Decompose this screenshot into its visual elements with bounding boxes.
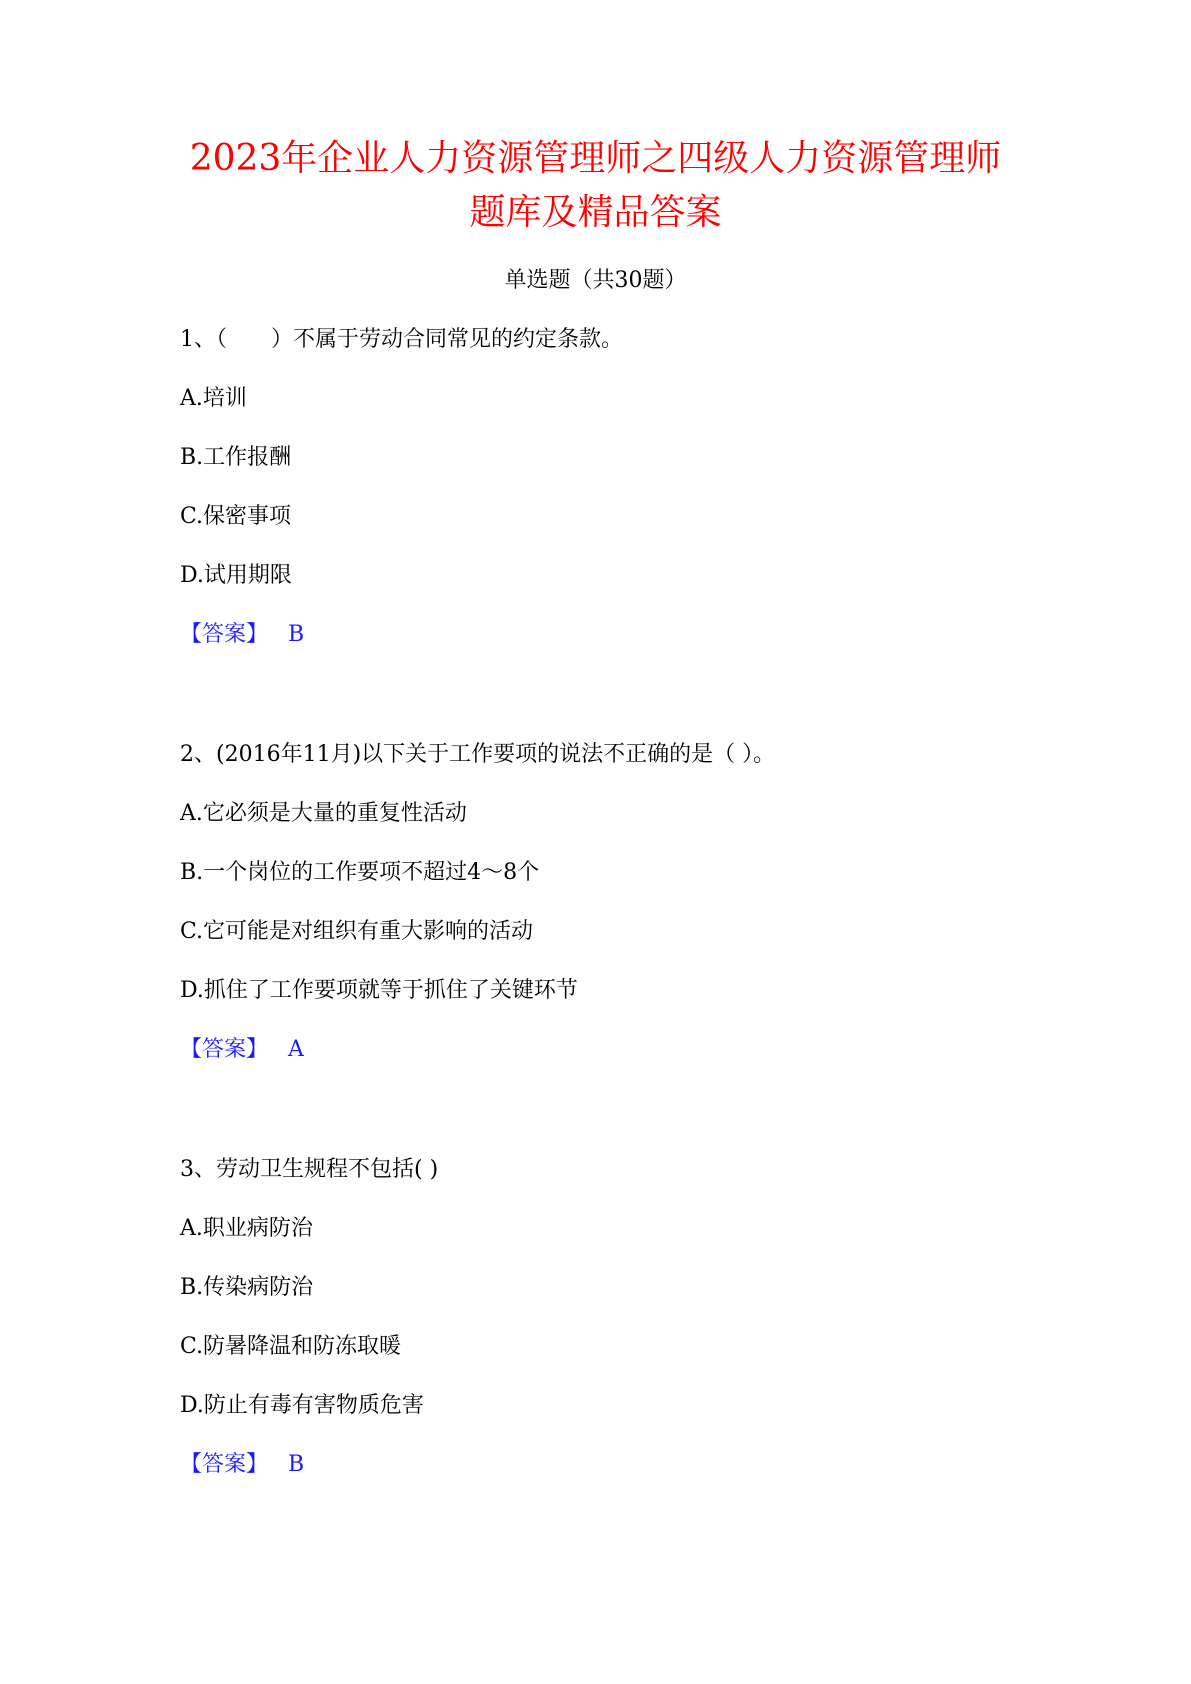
question-3-option-a: A.职业病防治 — [180, 1216, 313, 1241]
answer-label: 【答案】 — [180, 1037, 269, 1062]
question-1-option-d: D.试用期限 — [180, 563, 292, 588]
section-heading: 单选题（共30题） — [504, 268, 687, 293]
question-3-stem: 3、劳动卫生规程不包括( ) — [180, 1157, 439, 1182]
answer-label: 【答案】 — [180, 1452, 269, 1477]
question-3-answer — [180, 1450, 304, 1480]
question-1-option-b: B.工作报酬 — [180, 445, 292, 470]
question-3-option-b: B.传染病防治 — [180, 1275, 314, 1300]
answer-label: 【答案】 — [180, 622, 269, 647]
question-3-option-c: C.防暑降温和防冻取暖 — [180, 1334, 402, 1359]
question-1-stem: 1、（ ）不属于劳动合同常见的约定条款。 — [180, 327, 623, 352]
question-3-option-d: D.防止有毒有害物质危害 — [180, 1393, 424, 1418]
question-2-option-d: D.抓住了工作要项就等于抓住了关键环节 — [180, 978, 578, 1003]
page-title-line-2: 题库及精品答案 — [469, 192, 722, 233]
page-title-line-1: 2023年企业人力资源管理师之四级人力资源管理师 — [189, 138, 1002, 179]
answer-value: B — [288, 622, 305, 647]
question-1-option-c: C.保密事项 — [180, 504, 292, 529]
question-2-option-a: A.它必须是大量的重复性活动 — [180, 801, 467, 826]
question-2-stem: 2、(2016年11月)以下关于工作要项的说法不正确的是（ ）。 — [180, 742, 776, 767]
answer-value: B — [288, 1452, 305, 1477]
question-2-option-b: B.一个岗位的工作要项不超过4～8个 — [180, 860, 540, 885]
page-title — [0, 132, 1191, 240]
question-1-option-a: A.培训 — [180, 386, 247, 411]
question-1-answer — [180, 620, 304, 650]
answer-value: A — [288, 1037, 304, 1062]
question-2-option-c: C.它可能是对组织有重大影响的活动 — [180, 919, 534, 944]
question-2-answer — [180, 1035, 304, 1065]
